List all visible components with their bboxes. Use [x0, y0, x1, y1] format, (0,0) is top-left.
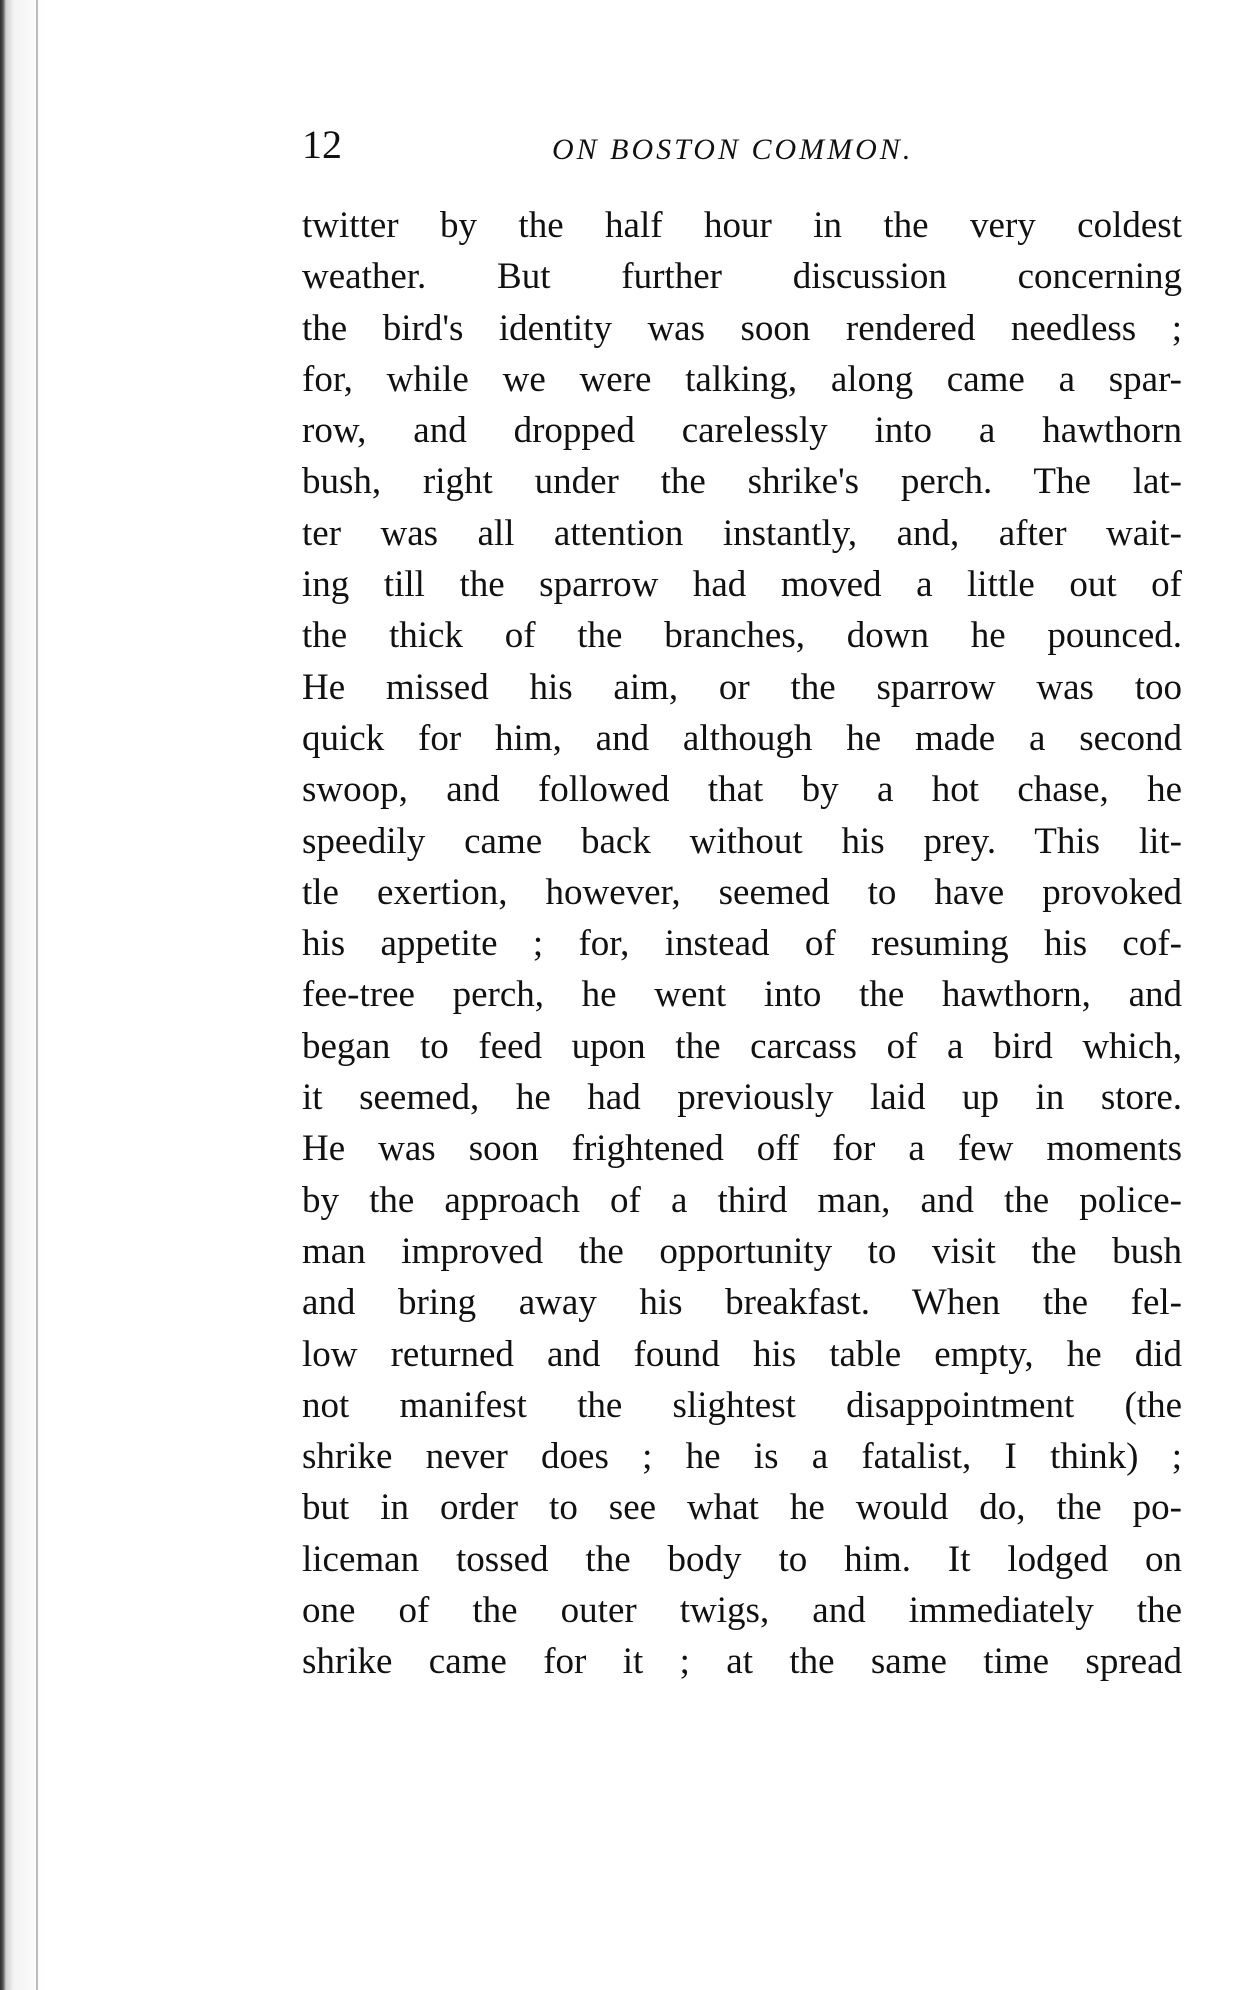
text-line: one of the outer twigs, and immediately the: [302, 1590, 1182, 1632]
text-line: man improved the opportunity to visit the bush: [302, 1230, 1182, 1272]
text-line: not manifest the slightest disappointment (the: [302, 1384, 1182, 1426]
text-line: twitter by the half hour in the very coldest: [302, 205, 1182, 246]
text-line: for, while we were talking, along came a spar-: [302, 358, 1182, 400]
text-line: weather. But further discussion concerning: [302, 256, 1182, 298]
running-title: ON BOSTON COMMON.: [552, 133, 914, 166]
text-line: his appetite ; for, instead of resuming his cof-: [302, 923, 1182, 965]
text-line: the thick of the branches, down he pounced.: [302, 615, 1182, 657]
text-line: began to feed upon the carcass of a bird which,: [302, 1025, 1182, 1067]
page-number: 12: [302, 122, 342, 167]
text-line: and bring away his breakfast. When the fel-: [302, 1282, 1182, 1324]
text-line: it seemed, he had previously laid up in store.: [302, 1077, 1182, 1119]
body-text: [302, 200, 1182, 1688]
text-line: swoop, and followed that by a hot chase, he: [302, 769, 1182, 811]
text-line: liceman tossed the body to him. It lodged on: [302, 1538, 1182, 1580]
text-line: fee-tree perch, he went into the hawthorn, and: [302, 974, 1182, 1016]
text-line: quick for him, and although he made a second: [302, 717, 1182, 759]
text-line: low returned and found his table empty, he did: [302, 1333, 1182, 1375]
text-line: the bird's identity was soon rendered needless ;: [302, 307, 1182, 349]
text-line: ter was all attention instantly, and, after wait-: [302, 512, 1182, 554]
text-line: row, and dropped carelessly into a hawthorn: [302, 410, 1182, 452]
text-line: ing till the sparrow had moved a little out of: [302, 564, 1182, 606]
text-line: shrike came for it ; at the same time spread: [302, 1641, 1182, 1683]
text-line: speedily came back without his prey. This lit-: [302, 820, 1182, 862]
text-line: by the approach of a third man, and the police-: [302, 1179, 1182, 1221]
text-line: but in order to see what he would do, the po-: [302, 1487, 1182, 1529]
text-line: He missed his aim, or the sparrow was too: [302, 666, 1182, 708]
text-line: shrike never does ; he is a fatalist, I think) ;: [302, 1436, 1182, 1478]
text-line: He was soon frightened off for a few moments: [302, 1128, 1182, 1170]
running-head: [302, 120, 942, 170]
text-line: bush, right under the shrike's perch. The lat-: [302, 461, 1182, 503]
text-line: tle exertion, however, seemed to have provoked: [302, 871, 1182, 913]
